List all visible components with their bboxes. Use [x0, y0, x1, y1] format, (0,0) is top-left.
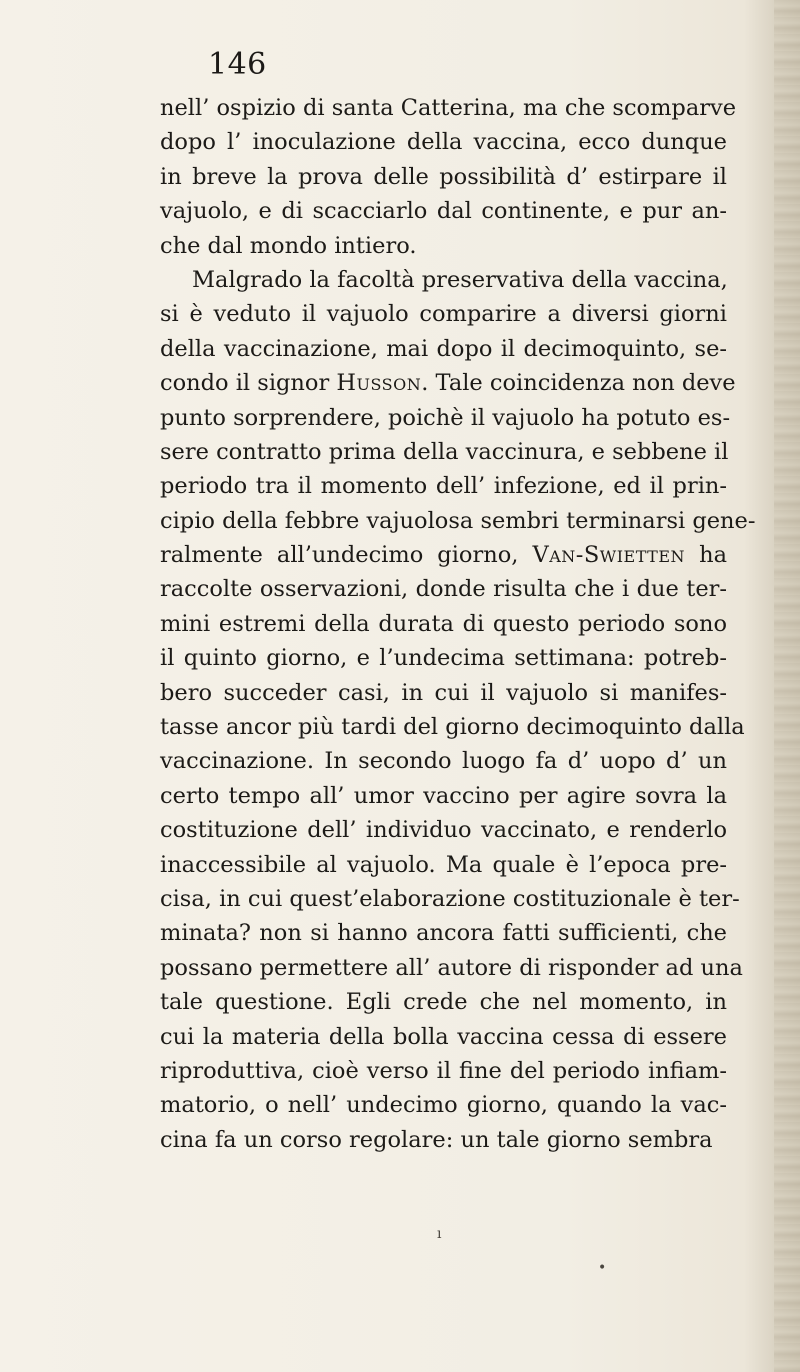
text-line: cina fa un corso regolare: un tale giorno sembra	[160, 1126, 713, 1153]
text-line: condo il signor Husson. Tale coincidenza non deve	[160, 370, 736, 397]
text-line: minata? non si hanno ancora fatti sufficienti, che	[160, 920, 727, 947]
text-line: nell’ ospizio di santa Catterina, ma che scomparve	[160, 95, 737, 121]
text-line: tasse ancor più tardi del giorno decimoquinto dalla	[160, 714, 745, 741]
text-line: mini estremi della durata di questo periodo sono	[160, 610, 727, 637]
text-line: raccolte osservazioni, donde risulta che i due ter-	[160, 576, 727, 603]
footer-mark: •	[598, 1260, 607, 1276]
page-number: 146	[208, 47, 267, 82]
text-line: cipio della febbre vajuolosa sembri terminarsi gene-	[160, 507, 756, 534]
text-line: cisa, in cui quest’elaborazione costituzionale è ter-	[160, 885, 740, 912]
text-line: tale questione. Egli crede che nel momento, in	[160, 989, 727, 1016]
body-text	[160, 91, 756, 1157]
text-line: Malgrado la facoltà preservativa della vaccina,	[192, 266, 728, 293]
text-line: bero succeder casi, in cui il vajuolo si manifes-	[160, 679, 727, 706]
text-line: matorio, o nell’ undecimo giorno, quando la vac-	[160, 1092, 727, 1119]
text-line: periodo tra il momento dell’ infezione, ed il prin-	[160, 473, 727, 500]
text-line: certo tempo all’ umor vaccino per agire sovra la	[160, 782, 727, 809]
footer-mark: ı	[437, 1226, 442, 1242]
text-line: punto sorprendere, poichè il vajuolo ha potuto es-	[160, 404, 731, 431]
text-line: cui la materia della bolla vaccina cessa di essere	[160, 1023, 727, 1050]
text-line: che dal mondo intiero.	[160, 232, 417, 259]
text-line: sere contratto prima della vaccinura, e sebbene il	[160, 438, 729, 465]
text-line: riproduttiva, cioè verso il fine del periodo infiam-	[160, 1057, 727, 1084]
text-line: si è veduto il vajuolo comparire a diversi giorni	[160, 301, 727, 328]
text-line: costituzione dell’ individuo vaccinato, e renderlo	[160, 817, 727, 844]
text-line: della vaccinazione, mai dopo il decimoquinto, se-	[160, 335, 727, 362]
text-line: inaccessibile al vajuolo. Ma quale è l’epoca pre-	[160, 851, 727, 878]
text-line: il quinto giorno, e l’undecima settimana: potreb-	[160, 645, 727, 672]
text-line: ralmente all’undecimo giorno, Van-Swietten ha	[160, 542, 728, 569]
text-line: dopo l’ inoculazione della vaccina, ecco dunque	[160, 129, 727, 156]
text-line: vajuolo, e di scacciarlo dal continente, e pur an-	[160, 198, 727, 225]
page-binding-edge	[774, 0, 800, 1372]
text-line: in breve la prova delle possibilità d’ estirpare il	[160, 163, 727, 190]
text-line: possano permettere all’ autore di risponder ad una	[160, 954, 743, 981]
text-line: vaccinazione. In secondo luogo fa d’ uopo d’ un	[160, 748, 727, 775]
